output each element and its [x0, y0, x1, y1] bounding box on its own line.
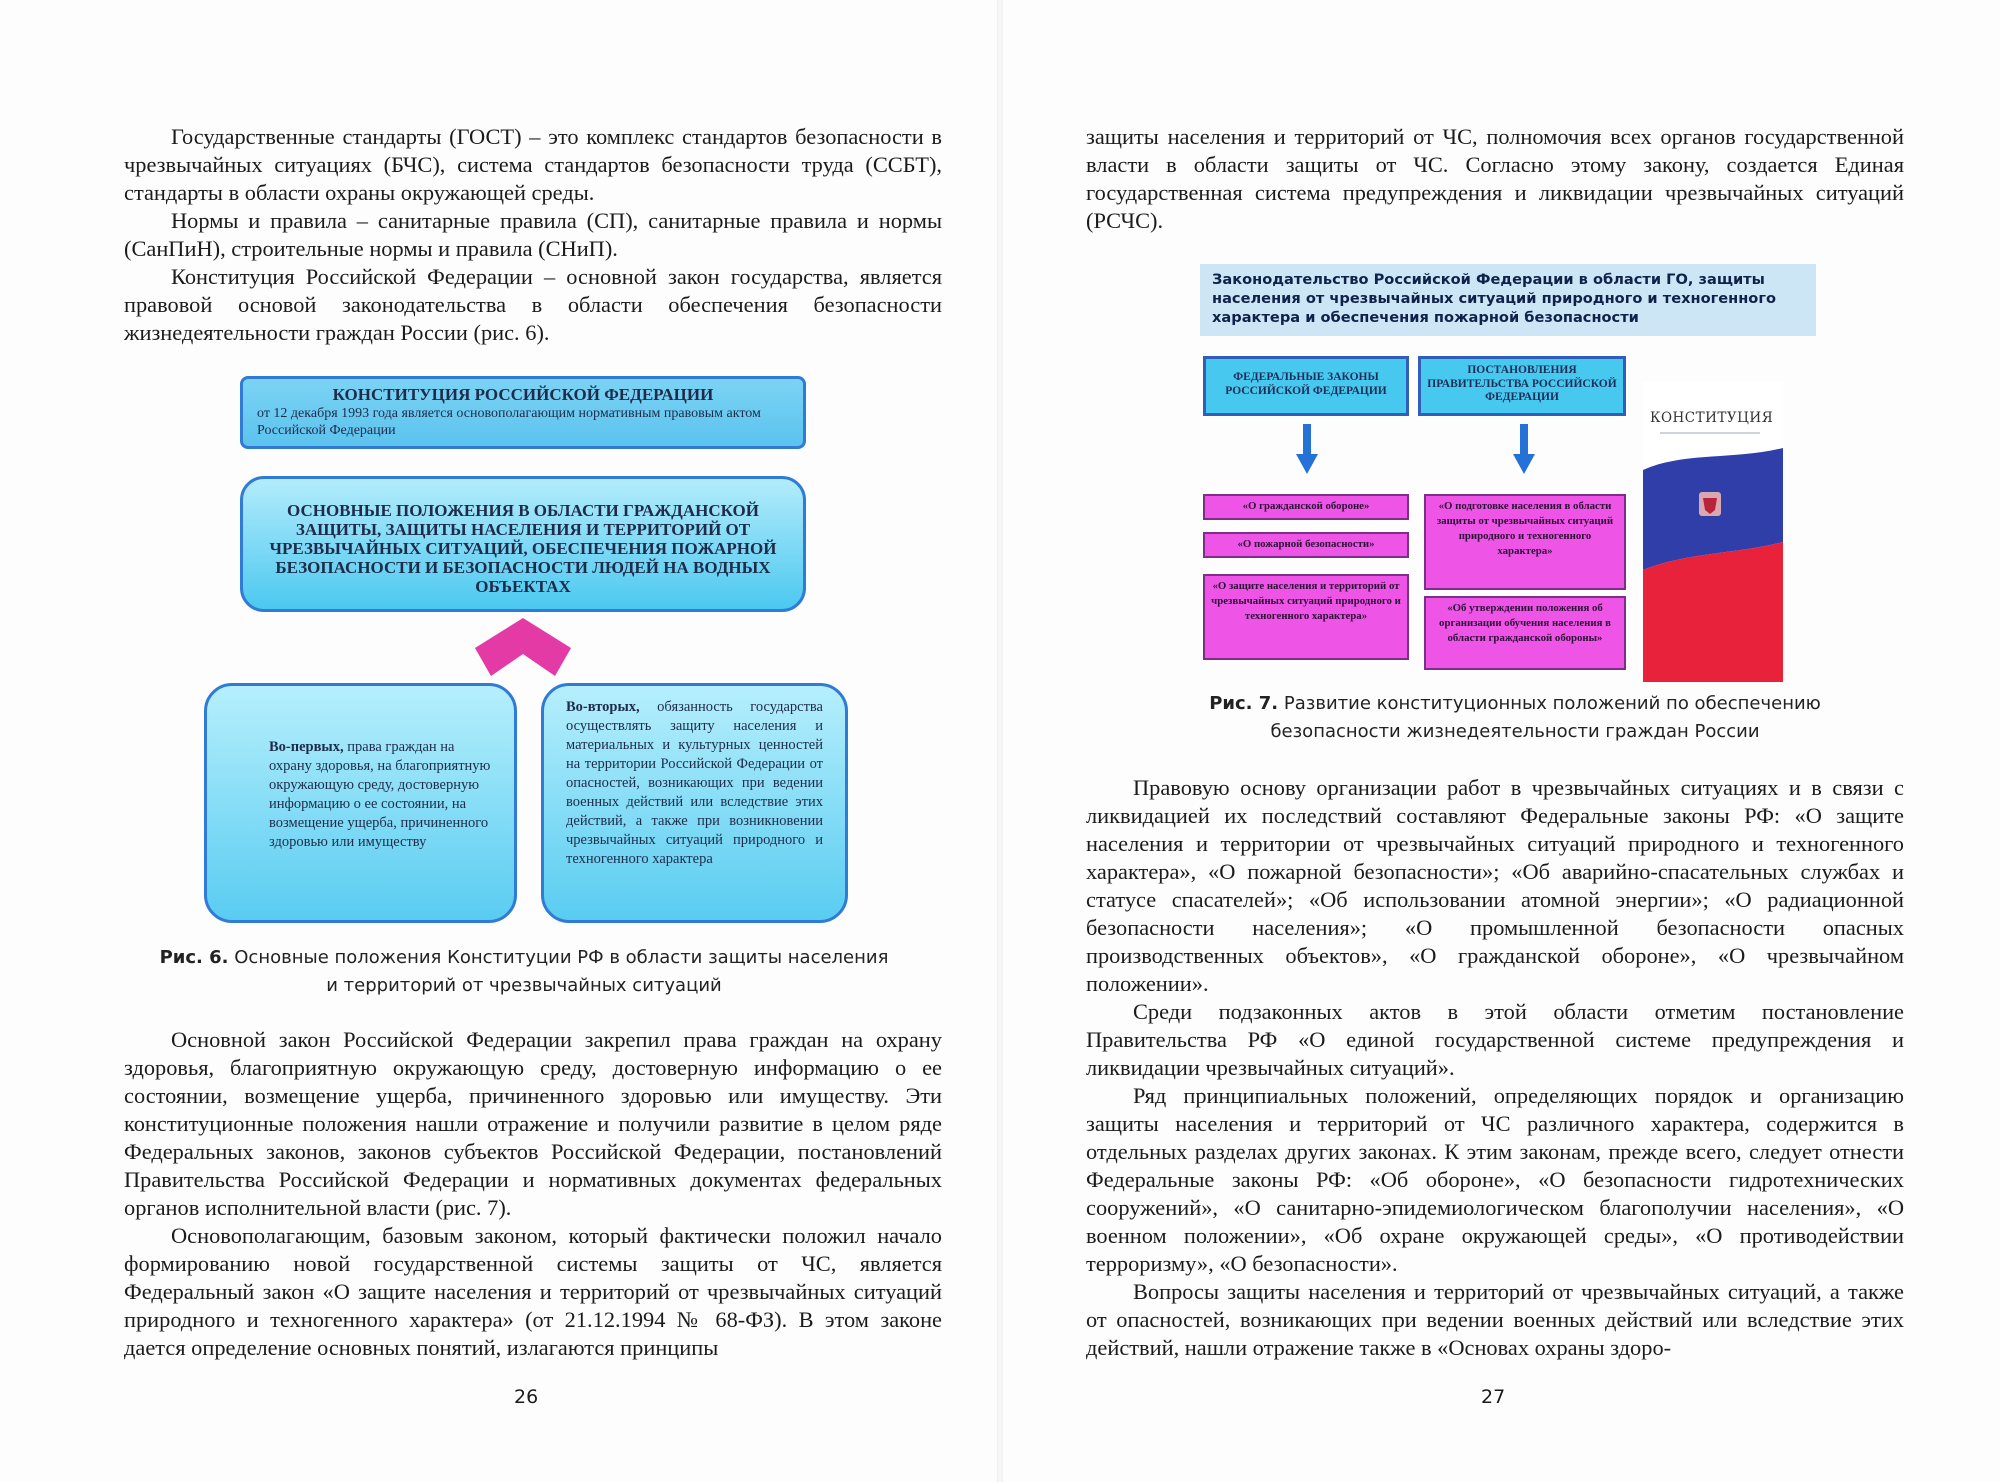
second-point-box — [541, 683, 848, 923]
government-decrees-box — [1418, 356, 1626, 416]
caption-line2: безопасности жизнедеятельности граждан России — [1270, 721, 1760, 742]
caption-line1: Основные положения Конституции РФ в области защиты населения — [234, 947, 889, 968]
decree-approval — [1424, 596, 1626, 670]
book-subtitle-line — [1660, 432, 1760, 434]
law-protection-label: «О защите населения и территорий от чрезвычайных ситуаций природного и техногенного характера» — [1211, 580, 1401, 622]
law-protection — [1203, 574, 1409, 660]
paragraph: Конституция Российской Федерации – основной закон государства, является правовой основой законодательства в области обеспечения безопасности жизнедеятельности граждан России (рис. 6). — [124, 264, 942, 345]
first-text: права граждан на охрану здоровья, на благоприятную окружающую среду, достоверную информацию о ее состоянии, на возмещение ущерба, причиненного здоровью или имуществу — [269, 739, 491, 850]
constitution-text: от 12 декабря 1993 года является основополагающим нормативным правовым актом Российской Федерации — [257, 406, 761, 438]
decree-training-label: «О подготовке населения в области защиты от чрезвычайных ситуаций природного и техногенного характера» — [1436, 500, 1614, 557]
down-arrow-icon — [1296, 424, 1318, 474]
law-fire-safety-label: «О пожарной безопасности» — [1237, 538, 1375, 550]
second-label: Во-вторых, — [566, 699, 640, 715]
paragraph: защиты населения и территорий от ЧС, полномочия всех органов государственной власти в области защиты от ЧС. Согласно этому закону, создается Единая государственная система предупреждения и ликвидации чрезвычайных ситуаций (РСЧС). — [1086, 124, 1904, 233]
figure7-caption — [1130, 690, 1900, 746]
caption-line1: Развитие конституционных положений по обеспечению — [1283, 693, 1821, 714]
main-provisions-text: ОСНОВНЫЕ ПОЛОЖЕНИЯ В ОБЛАСТИ ГРАЖДАНСКОЙ ЗАЩИТЫ, ЗАЩИТЫ НАСЕЛЕНИЯ И ТЕРРИТОРИЙ ОТ ЧРЕЗВЫЧАЙНЫХ СИТУАЦИЙ, ОБЕСПЕЧЕНИЯ ПОЖАРНОЙ БЕЗОПАСНОСТИ И БЕЗОПАСНОСТИ ЛЮДЕЙ НА ВОДНЫХ ОБЪЕКТАХ — [269, 501, 777, 596]
paragraph: Основополагающим, базовым законом, который фактически положил начало формированию новой государственной системы защиты от ЧС, является Федеральный закон «О защите населения и территорий от чрезвычайных ситуаций природного и техногенного характера» (от 21.12.1994 № 68-ФЗ). В этом законе дается определение основных понятий, излагаются принципы — [124, 1223, 942, 1360]
page-number: 26 — [514, 1386, 539, 1408]
paragraph: Правовую основу организации работ в чрезвычайных ситуациях и в связи с ликвидацией их последствий составляют Федеральные законы РФ: «О защите населения и территории от чрезвычайных ситуаций природного и техногенного характера», «О пожарной безопасности»; «Об аварийно-спасательных службах и статусе спасателей»; «Об использовании атомной энергии»; «О радиационной безопасности населения»; «О промышленной безопасности опасных производственных объектов», «О гражданской обороне», «О чрезвычайном положении». — [1086, 775, 1904, 996]
paragraph: Государственные стандарты (ГОСТ) – это комплекс стандартов безопасности в чрезвычайных ситуациях (БЧС), система стандартов безопасности труда (ССБТ), стандарты в области охраны окружающей среды. — [124, 124, 942, 205]
law-fire-safety — [1203, 532, 1409, 558]
caption-line2: и территорий от чрезвычайных ситуаций — [326, 975, 722, 996]
main-provisions-box — [240, 476, 806, 612]
law-civil-defense-label: «О гражданской обороне» — [1242, 500, 1370, 512]
paragraph: Нормы и правила – санитарные правила (СП), санитарные правила и нормы (СанПиН), строительные нормы и правила (СНиП). — [124, 208, 942, 261]
paragraph: Ряд принципиальных положений, определяющих порядок и организацию защиты населения и территорий от ЧС различного характера, содержится в отдельных разделах других законах. К этим законам, прежде всего, следует отнести Федеральные законы РФ: «Об обороне», «О безопасности гидротехнических сооружений», «О санитарно-эпидемиологическом благополучии населения», «О военном положении», «Об охране окружающей среды», «О противодействии терроризму», «О безопасности». — [1086, 1083, 1904, 1276]
down-arrow-icon — [1513, 424, 1535, 474]
constitution-book-image — [1643, 382, 1783, 682]
federal-laws-box — [1203, 356, 1409, 416]
figure6-caption — [100, 944, 948, 1000]
left-top-text — [124, 123, 942, 347]
book-title: КОНСТИТУЦИЯ — [1650, 410, 1774, 426]
paragraph: Основной закон Российской Федерации закрепил права граждан на охрану здоровья, благоприятную окружающую среду, достоверную информацию о ее состоянии, возмещение ущерба, причиненного здоровью или имуществу. Эти конституционные положения нашли отражение и получили развитие в целом ряде Федеральных законов, законов субъектов Российской Федерации, постановлений Правительства Российской Федерации и нормативных документах федеральных органов исполнительной власти (рис. 7). — [124, 1027, 942, 1220]
first-label: Во-первых, — [269, 739, 344, 755]
page-number: 27 — [1481, 1386, 1506, 1408]
right-bottom-text — [1086, 774, 1904, 1362]
caption-label: Рис. 7. — [1209, 693, 1279, 714]
constitution-box — [240, 376, 806, 449]
caption-label: Рис. 6. — [159, 947, 229, 968]
figure7-title: Законодательство Российской Федерации в области ГО, защиты населения от чрезвычайных ситуаций природного и техногенного характера и обеспечения пожарной безопасности — [1200, 264, 1816, 336]
constitution-title: КОНСТИТУЦИЯ РОССИЙСКОЙ ФЕДЕРАЦИИ — [332, 385, 714, 404]
second-text: обязанность государства осуществлять защиту населения и материальных и культурных ценностей на территории Российской Федерации от опасностей, возникающих при ведении военных действий или вследствие этих действий, а также при возникновении чрезвычайных ситуаций природного и техногенного характера — [566, 699, 823, 867]
double-arrow-icon — [475, 618, 571, 676]
right-top-text — [1086, 123, 1904, 235]
first-point-box — [204, 683, 517, 923]
government-decrees-label: ПОСТАНОВЛЕНИЯ ПРАВИТЕЛЬСТВА РОССИЙСКОЙ ФЕДЕРАЦИИ — [1427, 364, 1617, 403]
federal-laws-label: ФЕДЕРАЛЬНЫЕ ЗАКОНЫ РОССИЙСКОЙ ФЕДЕРАЦИИ — [1225, 371, 1387, 397]
paragraph: Среди подзаконных актов в этой области отметим постановление Правительства РФ «О единой государственной системе предупреждения и ликвидации чрезвычайных ситуаций». — [1086, 999, 1904, 1080]
law-civil-defense — [1203, 494, 1409, 520]
paragraph: Вопросы защиты населения и территорий от чрезвычайных ситуаций, а также от опасностей, возникающих при ведении военных действий или вследствие этих действий, нашли отражение также в «Основах охраны здоро- — [1086, 1279, 1904, 1360]
left-bottom-text — [124, 1026, 942, 1362]
decree-approval-label: «Об утверждении положения об организации обучения населения в области гражданской обороны» — [1439, 602, 1611, 644]
decree-training — [1424, 494, 1626, 590]
